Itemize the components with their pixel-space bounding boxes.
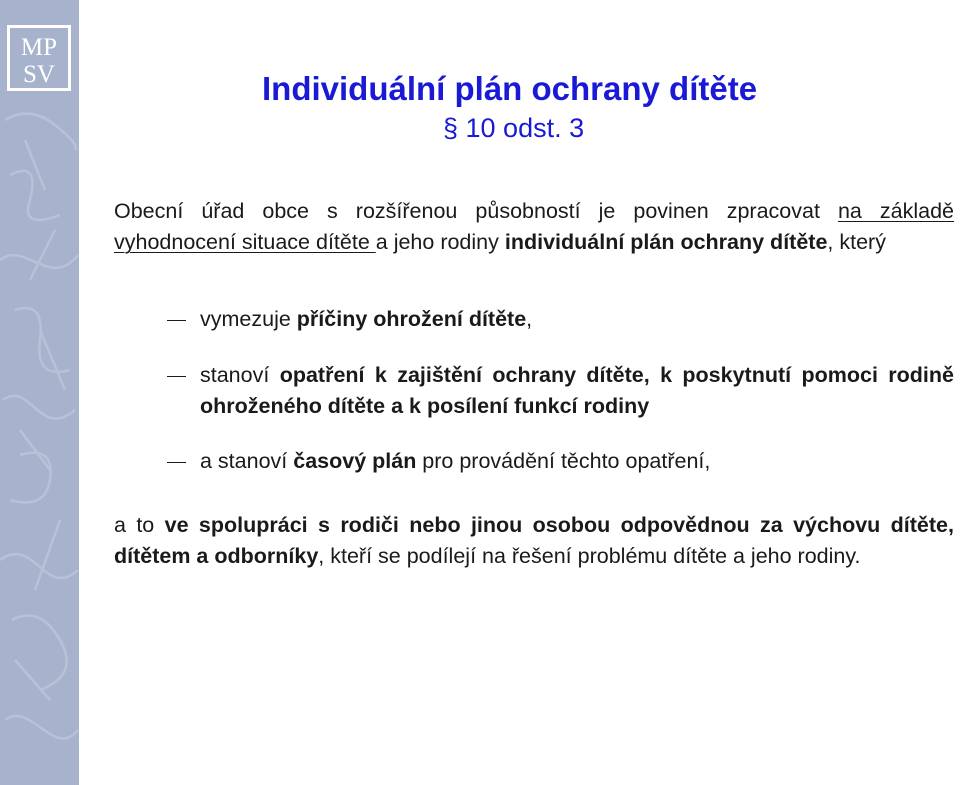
item-2-text: stanoví — [200, 363, 280, 387]
closing-paragraph — [114, 510, 954, 572]
intro-text-3: , který — [827, 230, 886, 254]
list-item — [114, 446, 954, 477]
logo-line-2: SV — [23, 61, 55, 88]
list-item — [114, 360, 954, 422]
item-2-bold: opatření k zajištění ochrany dítěte, k poskytnutí pomoci rodině ohroženého dítěte a k posílení funkcí rodiny — [200, 363, 954, 418]
sidebar-pattern — [0, 0, 79, 785]
item-3-text: a stanoví — [200, 449, 294, 473]
intro-text-1: Obecní úřad obce s rozšířenou působností je povinen zpracovat — [114, 199, 838, 223]
item-1-text: vymezuje — [200, 307, 297, 331]
list-item — [114, 304, 954, 335]
closing-text-1: a to — [114, 513, 165, 537]
closing-bold-text: ve spolupráci s rodiči nebo jinou osobou odpovědnou za výchovu dítěte, dítětem a odborníky — [114, 513, 954, 568]
item-3-bold: časový plán — [293, 449, 417, 473]
mpsv-logo — [7, 25, 71, 91]
intro-bold-text: individuální plán ochrany dítěte — [504, 230, 828, 254]
slide-body — [114, 196, 954, 572]
intro-paragraph — [114, 196, 954, 258]
page-subtitle: § 10 odst. 3 — [443, 113, 585, 143]
closing-text-2: , kteří se podílejí na řešení problému dítěte a jeho rodiny. — [318, 544, 861, 568]
intro-underlined-text: na základě vyhodnocení situace dítěte — [114, 199, 954, 254]
measures-list — [114, 304, 954, 477]
intro-text-2: a jeho rodiny — [375, 230, 505, 254]
page-title: Individuální plán ochrany dítěte — [262, 70, 758, 107]
logo-line-1: MP — [20, 34, 58, 61]
decorative-sidebar — [0, 0, 79, 785]
item-3-tail: pro provádění těchto opatření, — [416, 449, 711, 473]
item-1-tail: , — [526, 307, 533, 331]
item-1-bold: příčiny ohrožení dítěte — [296, 307, 527, 331]
